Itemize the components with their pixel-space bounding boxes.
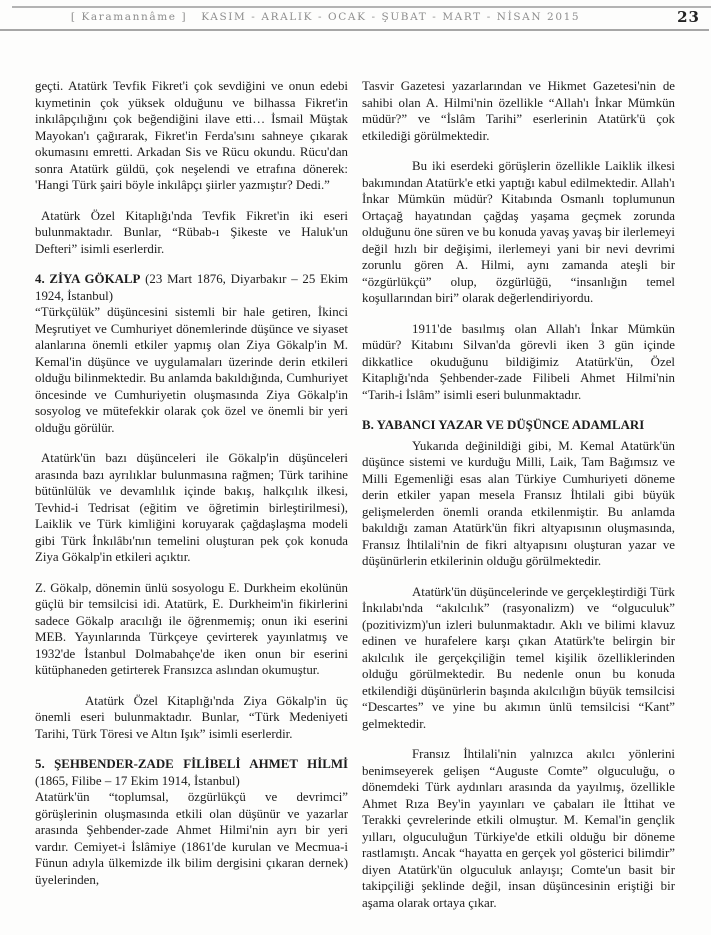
paragraph-gokalp-works: Atatürk Özel Kitaplığı'nda Ziya Gökalp'in üç önemli eseri bulunmaktadır. Bunlar, “Türk Medeniyeti Tarihi, Türk Töresi ve Altın Işık” isimli eserlerdir. bbox=[35, 693, 348, 741]
entry-number-name: 5. ŞEHBENDER-ZADE FİLİBELİ AHMET HİLMİ bbox=[35, 757, 348, 771]
paragraph-auguste-comte: Fransız İhtilali'nin yalnızca akılcı yönlerini benimseyerek gelişen “Auguste Comte” olguculuğu, o dönemdeki Türk aydınları arasında da yayılmış, özellikle Ahmet Rıza Bey'in yayınları ve çabaları ile İttihat ve Terakki çevrelerinde etkili olmuştur. M. Kemal'in gençlik yılları, olguculuğun Türkiye'de etkili olduğu bir döneme rastlamıştı. Ancak “hayatta en gerçek yol gösterici bilimdir” diyen Atatürk'ün olguculuk anlayışı; Comte'un basit bir takipçiliği şeklinde değil, insan düşüncesinin eriştiği bir aşama olarak ortaya çıkar. bbox=[362, 747, 675, 910]
page-body bbox=[35, 78, 675, 935]
paragraph-1911-kitap: 1911'de basılmış olan Allah'ı İnkar Mümkün müdür? Kitabını Silvan'da görevli iken 3 gün içinde dikkatlice okuduğunu bildiğimiz Atatürk'ün, Özel Kitaplığı'nda Şehbender-zade Filibeli Ahmet Hilmi'nin “Tarih-i İslâm” isimli eseri bulunmaktadır. bbox=[362, 321, 675, 402]
journal-title: [ Karamannâme ] bbox=[70, 11, 188, 23]
paragraph-ahmet-hilmi-intro: Atatürk'ün “toplumsal, özgürlükçü ve devrimci” görüşlerinin oluşmasında etkili olan düşünür ve yazarlar arasında Şehbender-zade Ahmet Hilmi'nin ayrı bir yeri vardır. Cemiyet-i İslâmiye (1861'de kurulan ve Mecmua-i Fünun adıyla ülkemizde ilk bilim dergisini çıkaran dernek) üyelerinden, bbox=[35, 790, 348, 887]
header-bottom-rule bbox=[0, 29, 709, 31]
entry-heading-ahmet-hilmi bbox=[35, 756, 348, 789]
paragraph-fransiz-ihtilali: Yukarıda değinildiği gibi, M. Kemal Atatürk'ün düşünce sistemi ve kurduğu Milli, Laik, Tam Bağımsız ve Milli Egemenliği esas alan Türkiye Cumhuriyeti döneme derin etkiler yapan mesela Fransız İhtilali gibi büyük gelişmelerden önemli oranda etkilenmiştir. Bu anlamda bakıldığı zaman Atatürk'ün fikri altyapısının oluşmasında, Fransız İhtilali'nin de fikri altyapısını oluşturan yazar ve düşünürlerin etkilerinin olduğu görülmektedir. bbox=[362, 438, 675, 568]
paragraph-akilcilik-olguculuk: Atatürk'ün düşüncelerinde ve gerçekleştirdiği Türk İnkılabı'nda “akılcılık” (rasyonalizm) ve “olguculuk” (pozitivizm)'un izleri bulunmaktadır. Aklı ve bilimi klavuz edinen ve hurafelere karşı çıkan Atatürk'te belirgin bir akılcılık ile gerçekçiliğin temel kişilik özelliklerinden olduğu görülmektedir. Bu nedenle onun bu konuda etkilendiği düşünürlerin başında akılcılığın büyük temsilcisi “Descartes” ve yine bu akımın ünlü temsilcisi “Kant” gelmektedir. bbox=[362, 584, 675, 731]
entry-dates: (1865, Filibe – 17 Ekim 1914, İstanbul) bbox=[35, 773, 240, 788]
paragraph-gokalp-differences: Atatürk'ün bazı düşünceleri ile Gökalp'in düşünceleri arasında bazı ayrılıklar bulunmasına rağmen; Türk tarihine bütünlülük ve devamlılık içinde bakış, halkçılık ilkesi, Tevhid-i Tedrisat (eğitim ve öğretimin birleştirilmesi), Laiklik ve Türk kimliğini koruyarak çağdaşlaşma modeli gibi Türk İnkılâbı'nın temelini oluşturan pek çok konuda Ziya Gökalp'in etkileri açıktır. bbox=[35, 451, 348, 564]
entry-number-name: 4. ZİYA GÖKALP bbox=[35, 272, 141, 286]
paragraph-turkculuk: “Türkçülük” düşüncesini sistemli bir hale getiren, İkinci Meşrutiyet ve Cumhuriyet dönemlerinde düşünce ve siyaset alanlarına önemli etkiler yapmış olan Ziya Gökalp'in M. Kemal'in düşünce ve uygulamaları üzerinde derin etkileri olduğu bilinmektedir. Bu anlamda bakıldığında, Cumhuriyet öncesinde ve Cumhuriyetin oluşmasında Ziya Gökalp'in sosyolog ve mütefekkir olarak çok özel ve önemli bir yeri olduğu görülür. bbox=[35, 305, 348, 435]
left-column bbox=[35, 78, 348, 935]
paragraph-continuation: geçti. Atatürk Tevfik Fikret'i çok sevdiğini ve onun edebi kıymetinin çok yüksek olduğunu ve bilhassa Fikret'in inkılâpçılığını çok beğendiğini ilave etti… İsmail Müştak Mayokan'ı çağırarak, Fikret'in Ferda'sını sahneye çıkarak okumasını emretti. Arkadan Sis ve Rücu okundu. Rücu'dan sonra Atatürk güldü, çok neşelendi ve etrafına dönerek: 'Hangi Türk şairi böyle inkılâpçı şiirler yazmıştır? Dedi.” bbox=[35, 79, 348, 192]
paragraph-tevfik-fikret-works: Atatürk Özel Kitaplığı'nda Tevfik Fikret'in iki eseri bulunmaktadır. Bunlar, “Rübab-ı Şikeste ve Haluk'un Defteri” isimli eserlerdir. bbox=[35, 208, 348, 256]
issue-label: KASIM - ARALIK - OCAK - ŞUBAT - MART - NİSAN 2015 bbox=[201, 11, 581, 23]
right-column bbox=[362, 78, 675, 935]
paragraph-durkheim: Z. Gökalp, dönemin ünlü sosyologu E. Durkheim ekolünün güçlü bir temsilcisi idi. Atatürk, E. Durkheim'in fikirlerini sadece Gökalp aracılığı ile öğrenmemiş; onun iki eserini MEB. Yayınlarında Türkçeye çevirterek yayınlatmış ve 1932'de İstanbul Dolmabahçe'de iken onun bir eserini kütüphaneden getirterek Fransızca aslından okumuştur. bbox=[35, 580, 348, 677]
entry-dates: (23 Mart 1876, Diyarbakır – 25 Ekim 1924, İstanbul) bbox=[35, 272, 348, 303]
running-header bbox=[0, 11, 651, 23]
page-number: 23 bbox=[677, 8, 700, 26]
paragraph-tasvir-gazetesi: Tasvir Gazetesi yazarlarından ve Hikmet Gazetesi'nin de sahibi olan A. Hilmi'nin özellikle “Allah'ı İnkar Mümkün müdür?” ve “İslâm Tarihi” eserlerinin Atatürk'ü çok etkilediği görülmektedir. bbox=[362, 79, 675, 143]
section-heading-yabanci-yazarlar: B. YABANCI YAZAR VE DÜŞÜNCE ADAMLARI bbox=[362, 418, 645, 432]
header-top-rule bbox=[12, 6, 711, 8]
entry-heading-ziya-gokalp bbox=[35, 271, 348, 304]
paragraph-laiklik-etki: Bu iki eserdeki görüşlerin özellikle Laiklik ilkesi bakımından Atatürk'e etki yaptığı kabul edilmektedir. Allah'ı İnkar Mümkün müdür? Kitabında Osmanlı toplumunun Ortaçağ hayatından çağdaş yaşama geçmek zorunda olduğunu öne süren ve bu konuda yavaş yavaş bir ilerlemeyi değil hızlı bir değişimi, ilerlemeyi yani bir nevi devrimi zorunlu gören A. Hilmi, aynı zamanda ateşli bir “özgürlükçü” olup, özgürlüğü, “insanlığın temel koşullarından biri” olarak değerlendiriyordu. bbox=[362, 159, 675, 305]
